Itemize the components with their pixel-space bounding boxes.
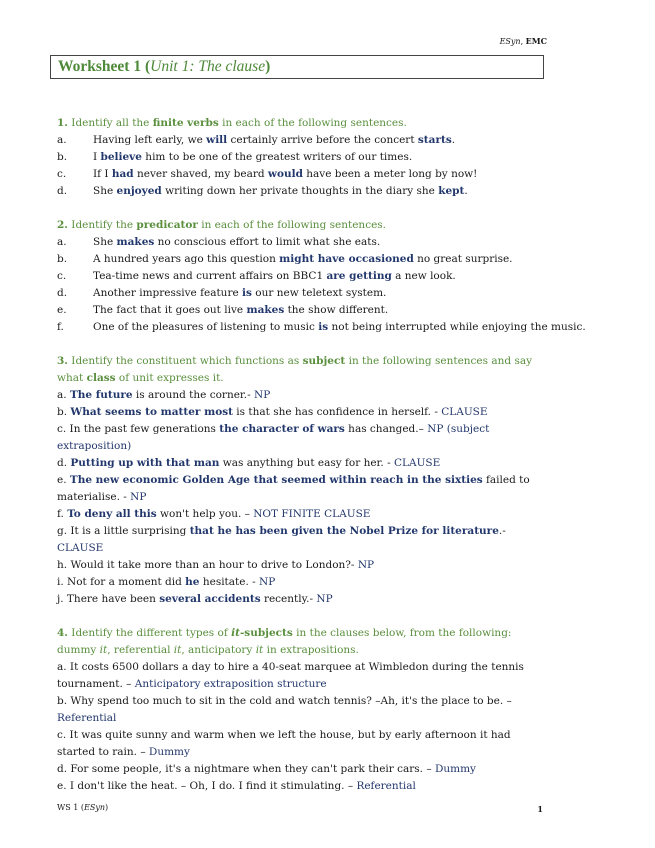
text-run: d. [57,457,71,469]
highlighted-text: Putting up with that man [70,457,220,469]
highlighted-text: The future [69,389,133,401]
text-run: Tea-time news and current affairs on BBC1 [93,270,327,282]
text-run: If I [93,168,112,180]
exercise-question [57,353,547,387]
highlighted-text: are getting [326,270,392,282]
highlighted-text: the character of wars [219,423,345,435]
highlighted-text: is [242,287,252,299]
text-run: j. There have been [57,593,160,605]
text-run: a. It costs 6500 dollars a day to hire a 40-seat marquee at Wimbledon during the tennis tournament. – [57,661,524,690]
text-run: e. [57,474,70,486]
highlighted-text: had [111,168,134,180]
text-run: f. [57,508,68,520]
text-run: him to be one of the greatest writers of our times. [141,151,413,163]
text-run: Identify the different types of [67,627,232,639]
sentence-item [57,234,547,251]
footer-label-italic: ESyn [84,803,105,812]
page-header [500,36,547,46]
worksheet-content [57,115,586,812]
sentence-item [57,693,547,727]
highlighted-text: To deny all this [67,508,157,520]
highlighted-text: What seems to matter most [70,406,233,418]
header-initials: EMC [525,36,547,46]
text-run: in the clauses below, from the following: dummy [57,627,512,656]
emphasis-text: it [173,644,182,656]
item-letter: a. [57,134,67,146]
title-unit: Unit 1: The clause [150,58,266,75]
sentence-item [57,132,547,149]
item-letter: f. [57,321,64,333]
sentence-item [57,506,547,523]
sentence-item [57,727,547,761]
text-run: .- [498,525,506,537]
text-run: a. [57,389,70,401]
answer-text: Anticipatory extraposition structure [134,678,327,690]
sentence-item [57,455,547,472]
text-run: i. Not for a moment did [57,576,186,588]
item-letter: d. [57,287,68,299]
text-run: in extrapositions. [263,644,359,656]
sentence-item [57,778,547,795]
sentence-item [57,183,547,200]
text-run: A hundred years ago this question [93,253,280,265]
text-run: certainly arrive before the concert [227,134,418,146]
sentence-item [57,387,547,404]
sentence-item [57,574,547,591]
sentence-item [57,761,547,778]
sentence-item [57,404,547,421]
sentence-item [57,268,547,285]
text-run: Identify all the [67,117,153,129]
answer-text: NP [254,389,271,401]
text-run: One of the pleasures of listening to music [93,321,319,333]
highlighted-text: might have occasioned [279,253,414,265]
sentence-item [57,302,547,319]
highlighted-text: enjoyed [116,185,162,197]
text-run: She [93,185,117,197]
worksheet-title [50,55,544,79]
text-run: recently.- [260,593,317,605]
answer-text: Referential [57,712,117,724]
text-run: e. I don't like the heat. – Oh, I do. I find it stimulating. – [57,780,357,792]
emphasis-text: it [99,644,108,656]
exercise-number: 4. [57,627,68,639]
answer-text: NP [259,576,276,588]
answer-text: Dummy [148,746,190,758]
text-run: hesitate. - [199,576,260,588]
text-run: never shaved, my beard [133,168,268,180]
text-run: Identify the [67,219,137,231]
text-run: no great surprise. [413,253,513,265]
sentence-item [57,166,547,183]
sentence-item [57,319,586,336]
exercise-question [57,625,547,659]
text-run: have been a meter long by now! [302,168,478,180]
highlighted-text: The new economic Golden Age that seemed within reach in the sixties [69,474,483,486]
sentence-item [57,285,547,302]
text-run: our new teletext system. [251,287,387,299]
text-run: h. Would it take more than an hour to drive to London?- [57,559,358,571]
page-footer [57,803,108,812]
highlighted-text: starts [417,134,452,146]
text-run: c. It was quite sunny and warm when we left the house, but by early afternoon it had started to rain. – [57,729,511,758]
highlighted-text: makes [246,304,285,316]
highlighted-text: will [206,134,228,146]
answer-text: NOT FINITE CLAUSE [253,508,371,520]
highlighted-text: kept [438,185,465,197]
sentence-item [57,472,547,506]
answer-text: Dummy [434,763,476,775]
highlighted-text: several accidents [159,593,261,605]
text-run: writing down her private thoughts in the diary she [161,185,439,197]
item-letter: b. [57,253,68,265]
text-run: b. [57,406,71,418]
item-letter: d. [57,185,68,197]
item-letter: c. [57,168,67,180]
emphasis-text: finite verbs [152,117,219,129]
footer-label: WS 1 ( [57,803,84,812]
text-run: is that she has confidence in herself. - [232,406,442,418]
text-run: She [93,236,117,248]
answer-text: NP [357,559,375,571]
exercise-question [57,115,547,132]
emphasis-text: -subjects [239,627,293,639]
answer-text: NP (subject extraposition) [57,423,490,452]
exercise-section [57,115,547,200]
text-run: b. Why spend too much to sit in the cold and watch tennis? –Ah, it's the place to be. – [57,695,512,707]
item-letter: e. [57,304,67,316]
text-run: , anticipatory [181,644,256,656]
answer-text: NP [130,491,147,503]
text-run: won't help you. – [156,508,254,520]
answer-text: CLAUSE [441,406,488,418]
highlighted-text: is [318,321,329,333]
text-run: failed to materialise. - [57,474,530,503]
item-letter: b. [57,151,68,163]
text-run: Having left early, we [93,134,207,146]
emphasis-text: predicator [136,219,198,231]
answer-text: Referential [356,780,416,792]
text-run: g. It is a little surprising [57,525,190,537]
text-run: d. For some people, it's a nightmare when they can't park their cars. – [57,763,435,775]
text-run: c. In the past few generations [57,423,220,435]
text-run: no conscious effort to limit what she eats. [154,236,381,248]
text-run: in each of the following sentences. [218,117,407,129]
text-run: I [93,151,101,163]
highlighted-text: believe [100,151,142,163]
sentence-item [57,149,547,166]
text-run: Another impressive feature [93,287,243,299]
exercise-number: 1. [57,117,68,129]
header-author: ESyn [499,37,521,46]
text-run: the show different. [284,304,389,316]
answer-text: CLAUSE [57,542,104,554]
title-main: Worksheet 1 ( [58,58,151,75]
text-run: . [464,185,468,197]
sentence-item [57,557,547,574]
page-number: 1 [537,804,543,814]
text-run: of unit expresses it. [115,372,224,384]
text-run: a new look. [391,270,456,282]
text-run: is around the corner.- [132,389,255,401]
sentence-item [57,421,547,455]
exercise-number: 3. [57,355,68,367]
sentence-item [57,659,547,693]
text-run: has changed.– [344,423,428,435]
exercise-section [57,625,547,795]
emphasis-text: subject [302,355,346,367]
text-run: Identify the constituent which functions as [67,355,303,367]
text-run: in the following sentences and say what [57,355,533,384]
text-run: The fact that it goes out live [93,304,247,316]
text-run: was anything but easy for her. - [219,457,394,469]
emphasis-text: it [255,644,264,656]
highlighted-text: makes [116,236,155,248]
sentence-item [57,591,547,608]
exercise-section [57,217,586,336]
text-run: in each of the following sentences. [197,219,387,231]
exercise-number: 2. [57,219,68,231]
header-separator: , [520,37,526,46]
sentence-item [57,523,547,557]
highlighted-text: that he has been given the Nobel Prize for literature [189,525,499,537]
text-run: . [451,134,456,146]
highlighted-text: he [185,576,200,588]
title-close: ) [265,58,271,75]
sentence-item [57,251,547,268]
exercise-section [57,353,547,608]
emphasis-text: class [86,372,116,384]
item-letter: c. [57,270,67,282]
text-run: , referential [107,644,174,656]
emphasis-text: it [231,627,240,639]
item-letter: a. [57,236,67,248]
exercise-question [57,217,547,234]
footer-label-close: ) [105,803,109,812]
highlighted-text: would [267,168,303,180]
answer-text: NP [316,593,333,605]
text-run: not being interrupted while enjoying the music. [328,321,586,333]
answer-text: CLAUSE [393,457,441,469]
